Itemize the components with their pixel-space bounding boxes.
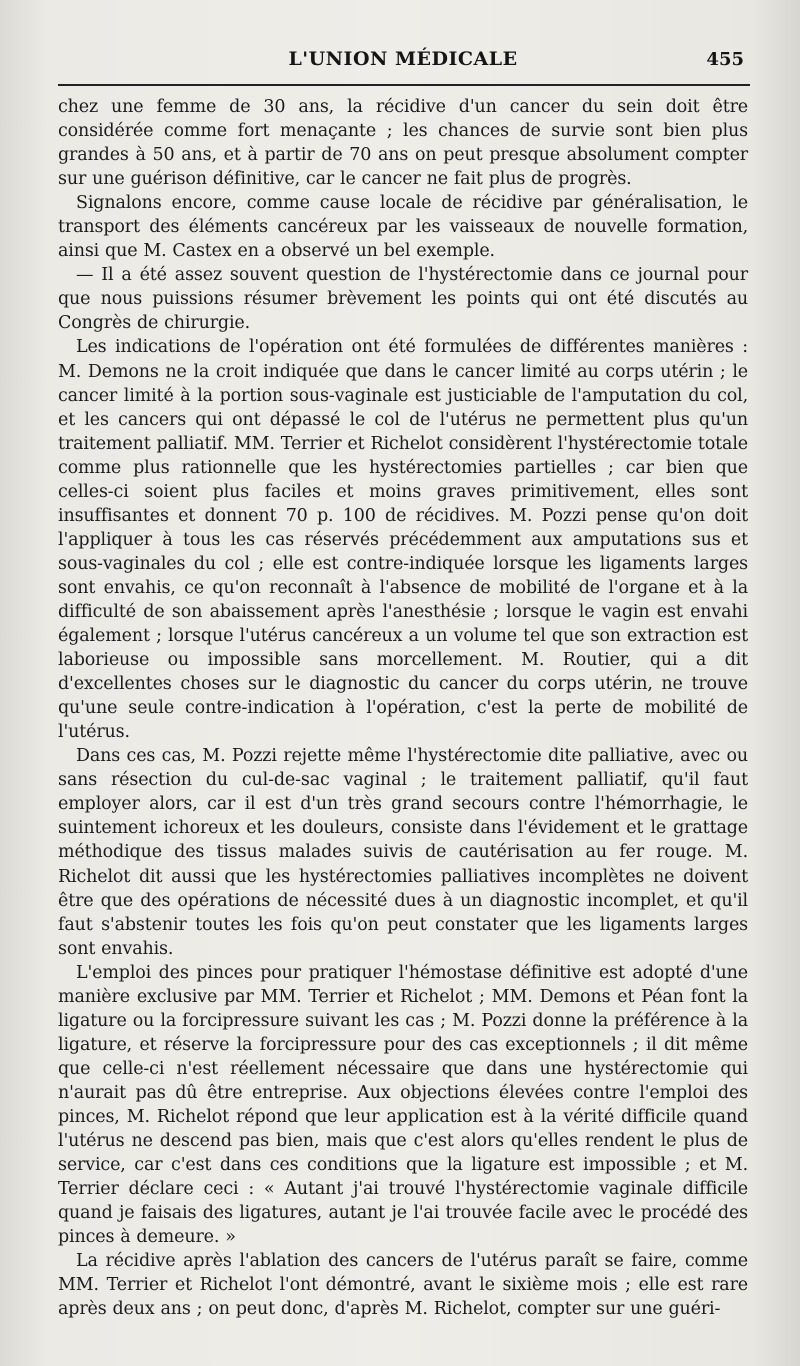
paragraph: — Il a été assez souvent question de l'hystérectomie dans ce journal pour que nous puissions résumer brèvement les points qui ont été discutés au Congrès de chirurgie. — [58, 265, 748, 334]
paragraph: L'emploi des pinces pour pratiquer l'hémostase définitive est adopté d'une manière exclusive par MM. Terrier et Richelot ; MM. Demons et Péan font la ligature ou la forcipressure suivant les cas ; M. Pozzi donne la préférence à la ligature, et réserve la forcipressure pour des cas exceptionnels ; il dit même que celle-ci n'est réellement nécessaire que dans une hystérectomie qui n'aurait pas dû être entreprise. Aux objections élevées contre l'emploi des pinces, M. Richelot répond que leur application est à la vérité difficile quand l'utérus ne descend pas bien, mais que c'est alors qu'elles rendent le plus de service, car c'est dans ces conditions que la ligature est impossible ; et M. Terrier déclare ceci : « Autant j'ai trouvé l'hystérectomie vaginale difficile quand je faisais des ligatures, autant je l'ai trouvée facile avec le procédé des pinces à demeure. » — [58, 962, 748, 1248]
paragraph: Les indications de l'opération ont été formulées de différentes manières : M. Demons ne la croit indiquée que dans le cancer limité au corps utérin ; le cancer limité à la portion sous-vaginale est justiciable de l'amputation du col, et les cancers qui ont dépassé le col de l'utérus ne permettent plus qu'un traitement palliatif. MM. Terrier et Richelot considèrent l'hystérectomie totale comme plus rationnelle que les hystérectomies partielles ; car bien que celles-ci soient plus faciles et moins graves primitivement, elles sont insuffisantes et donnent 70 p. 100 de récidives. M. Pozzi pense qu'on doit l'appliquer à tous les cas réservés précédemment aux amputations sus et sous-vaginales du col ; elle est contre-indiquée lorsque les ligaments larges sont envahis, ce qu'on reconnaît à l'absence de mobilité de l'organe et à la difficulté de son abaissement après l'anesthésie ; lorsque le vagin est envahi également ; lorsque l'utérus cancéreux a un volume tel que son extraction est laborieuse ou impossible sans morcellement. M. Routier, qui a dit d'excellentes choses sur le diagnostic du cancer du corps utérin, ne trouve qu'une seule contre-indication à l'opération, c'est la perte de mobilité de l'utérus. — [58, 337, 748, 743]
running-head — [58, 46, 748, 80]
page-number: 455 — [706, 49, 744, 70]
header-rule — [58, 84, 750, 86]
paragraph: La récidive après l'ablation des cancers de l'utérus paraît se faire, comme MM. Terrier et Richelot l'ont démontré, avant le sixième mois ; elle est rare après deux ans ; on peut donc, d'après M. Richelot, compter sur une guéri- — [58, 1251, 748, 1320]
paragraph-continued: chez une femme de 30 ans, la récidive d'un cancer du sein doit être considérée comme fort menaçante ; les chances de survie sont bien plus grandes à 50 ans, et à partir de 70 ans on peut presque absolument compter sur une guérison définitive, car le cancer ne fait plus de progrès. — [58, 97, 748, 190]
journal-title: L'UNION MÉDICALE — [288, 48, 518, 70]
paragraph: Dans ces cas, M. Pozzi rejette même l'hystérectomie dite palliative, avec ou sans résection du cul-de-sac vaginal ; le traitement palliatif, qu'il faut employer alors, car il est d'un très grand secours contre l'hémorrhagie, le suintement ichoreux et les douleurs, consiste dans l'évidement et le grattage méthodique des tissus malades suivis de cautérisation au fer rouge. M. Richelot dit aussi que les hystérectomies palliatives incomplètes ne doivent être que des opérations de nécessité dues à un diagnostic incomplet, et qu'il faut s'abstenir toutes les fois qu'on peut constater que les ligaments larges sont envahis. — [58, 746, 748, 959]
article-body — [58, 95, 748, 1321]
paragraph: Signalons encore, comme cause locale de récidive par généralisation, le transport des éléments cancéreux par les vaisseaux de nouvelle formation, ainsi que M. Castex en a observé un bel exemple. — [58, 193, 748, 262]
